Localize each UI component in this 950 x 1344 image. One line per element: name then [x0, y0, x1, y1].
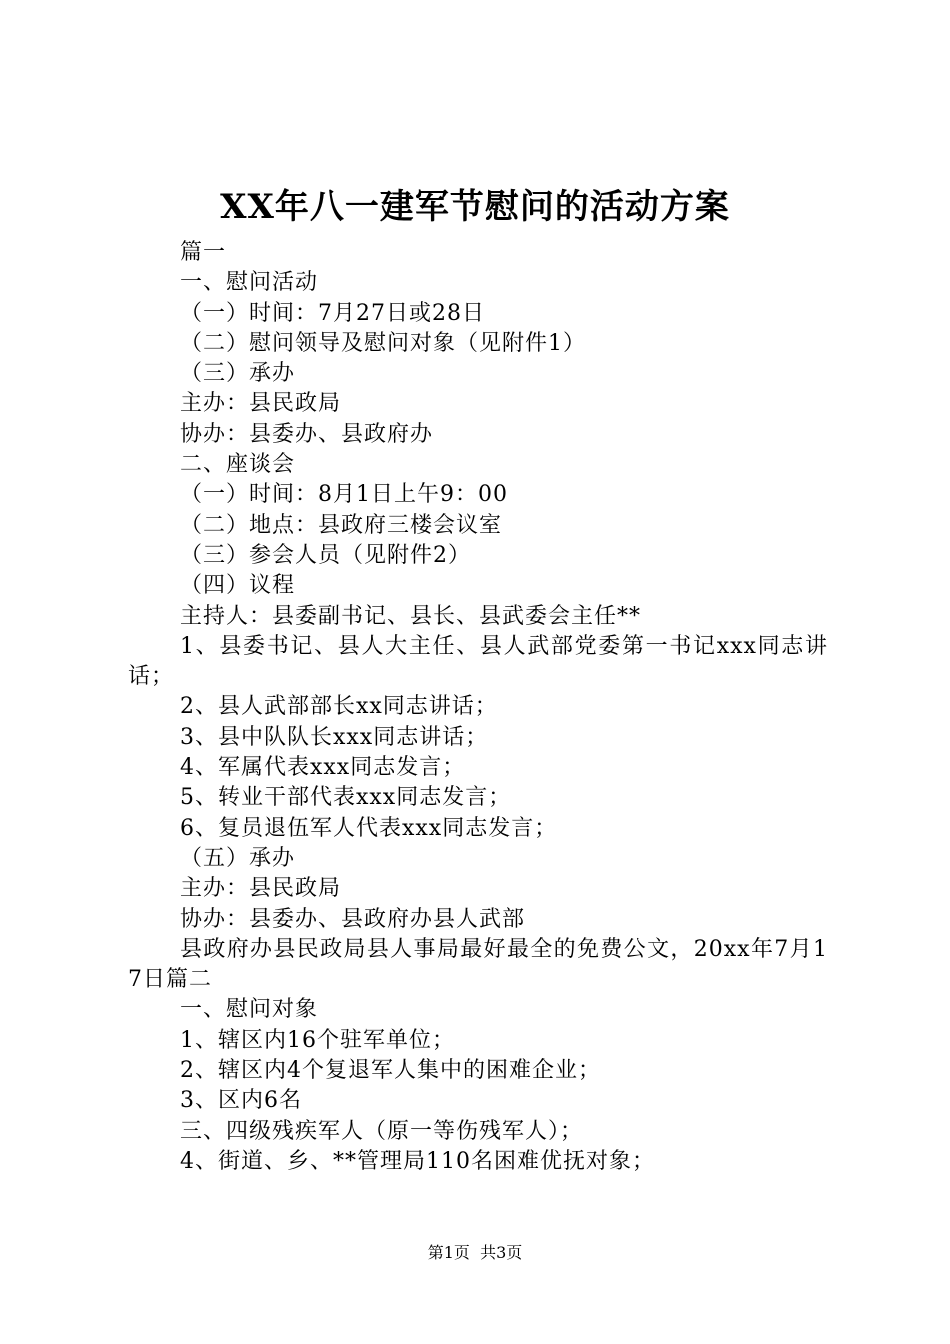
- section-heading: 一、慰问对象: [180, 997, 319, 1023]
- section-heading: 三、四级残疾军人（原一等伤残军人）；: [180, 1118, 584, 1144]
- paragraph: （二）地点：县政府三楼会议室: [180, 512, 503, 538]
- paragraph: 主办：县民政局: [180, 391, 342, 417]
- paragraph: 5、转业干部代表xxx同志发言；: [180, 785, 512, 811]
- paragraph: （一）时间：8月1日上午9：00: [180, 482, 508, 508]
- paragraph: （二）慰问领导及慰问对象（见附件1）: [180, 330, 586, 356]
- paragraph: 主办：县民政局: [180, 876, 342, 902]
- paragraph: 4、军属代表xxx同志发言；: [180, 755, 466, 781]
- document-title: XX年八一建军节慰问的活动方案: [220, 187, 730, 227]
- paragraph: 县政府办县民政局县人事局最好最全的免费公文，20xx年7月17日篇二: [128, 936, 828, 993]
- paragraph: 2、辖区内4个复退军人集中的困难企业；: [180, 1058, 601, 1084]
- paragraph: （一）时间：7月27日或28日: [180, 300, 485, 326]
- paragraph: 1、县委书记、县人大主任、县人武部党委第一书记xxx同志讲话；: [128, 633, 828, 690]
- paragraph: （五）承办: [180, 845, 296, 871]
- paragraph: 主持人：县委副书记、县长、县武委会主任**: [180, 603, 642, 629]
- paragraph: （四）议程: [180, 573, 296, 599]
- paragraph: 协办：县委办、县政府办: [180, 421, 434, 447]
- section-heading: 二、座谈会: [180, 452, 296, 478]
- section-heading: 一、慰问活动: [180, 270, 319, 296]
- paragraph: （三）参会人员（见附件2）: [180, 542, 471, 568]
- paragraph: 6、复员退伍军人代表xxx同志发言；: [180, 815, 558, 841]
- paragraph: 篇一: [180, 240, 227, 265]
- paragraph: 3、县中队队长xxx同志讲话；: [180, 724, 489, 750]
- page-total: 共3页: [480, 1243, 523, 1262]
- paragraph: 2、县人武部部长xx同志讲话；: [180, 694, 498, 720]
- paragraph: 协办：县委办、县政府办县人武部: [180, 906, 526, 932]
- paragraph: 3、区内6名: [180, 1088, 302, 1114]
- paragraph: 1、辖区内16个驻军单位；: [180, 1027, 455, 1053]
- page-footer: [0, 1241, 950, 1265]
- document-body: [128, 238, 828, 1177]
- page-number: 第1页: [427, 1243, 470, 1262]
- paragraph: （三）承办: [180, 361, 296, 387]
- paragraph: 4、街道、乡、**管理局110名困难优抚对象；: [180, 1148, 655, 1174]
